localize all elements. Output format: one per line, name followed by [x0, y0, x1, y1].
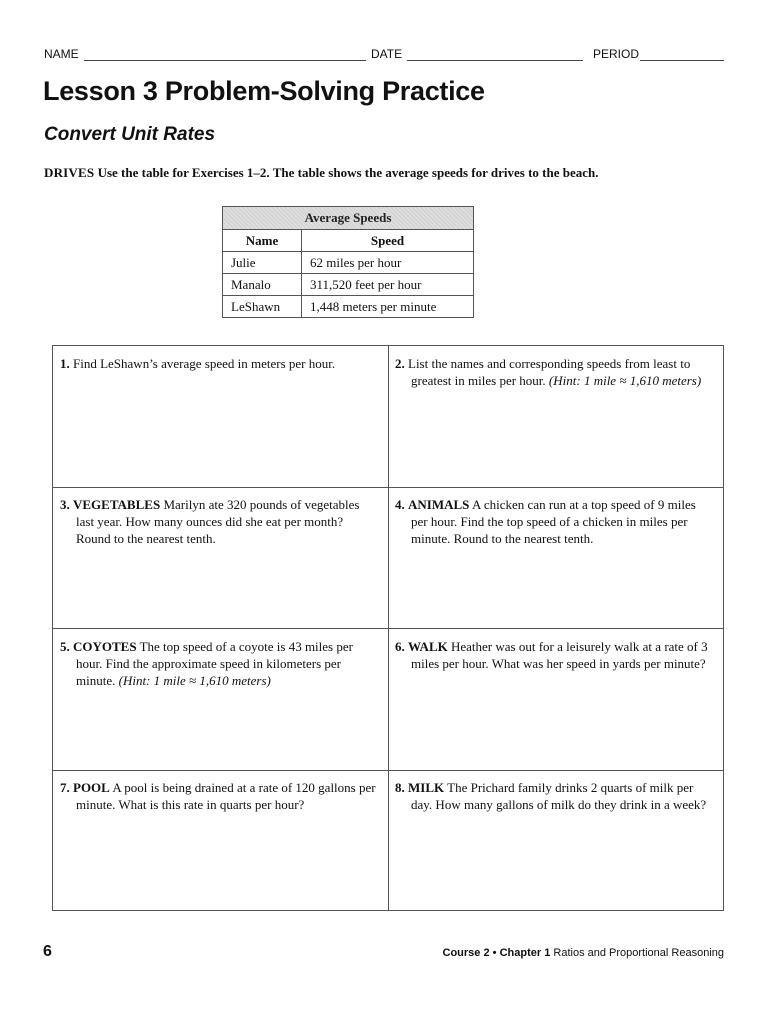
exercise-3[interactable] [60, 496, 378, 547]
exercise-number: 4. [395, 497, 405, 512]
chapter-title: Ratios and Proportional Reasoning [553, 947, 724, 959]
exercise-number: 5. [60, 639, 70, 654]
page-subtitle: Convert Unit Rates [44, 124, 216, 145]
exercise-2[interactable] [395, 355, 713, 389]
exercise-text: A chicken can run at a top speed of 9 miles per hour. Find the top speed of a chicken in miles per minute. Round to the nearest tenth. [411, 497, 696, 546]
table-cell: 1,448 meters per minute [302, 296, 474, 318]
page-title: Lesson 3 Problem-Solving Practice [43, 76, 485, 106]
exercise-grid [52, 345, 724, 911]
table-caption: Average Speeds [223, 207, 474, 230]
table-row [223, 274, 474, 296]
table-cell: Julie [223, 252, 302, 274]
exercise-1[interactable] [60, 355, 378, 372]
exercise-keyword: MILK [408, 780, 445, 795]
instructions-keyword: DRIVES [44, 165, 95, 180]
instructions [44, 165, 734, 181]
chapter-name: Chapter 1 [499, 947, 551, 959]
date-blank[interactable] [407, 60, 583, 61]
table-cell: 62 miles per hour [302, 252, 474, 274]
table-cell: LeShawn [223, 296, 302, 318]
exercise-text: Marilyn ate 320 pounds of vegetables last year. How many ounces did she eat per month? Round to the nearest tenth. [76, 497, 360, 546]
exercise-text: List the names and corresponding speeds from least to greatest in miles per hour. [408, 356, 691, 388]
student-info-header [44, 47, 724, 63]
exercise-hint: (Hint: 1 mile ≈ 1,610 meters) [548, 373, 702, 388]
course-footer [443, 947, 724, 959]
name-blank[interactable] [84, 60, 366, 61]
table-header-name: Name [223, 230, 302, 252]
exercise-6[interactable] [395, 638, 713, 672]
exercise-number: 8. [395, 780, 405, 795]
grid-divider [53, 487, 723, 488]
page-number: 6 [43, 943, 52, 960]
name-label: NAME [44, 47, 79, 61]
average-speeds-table [222, 206, 474, 318]
exercise-keyword: VEGETABLES [73, 497, 161, 512]
exercise-text: Find LeShawn’s average speed in meters per hour. [73, 356, 336, 371]
table-header-speed: Speed [302, 230, 474, 252]
period-label: PERIOD [593, 47, 640, 61]
exercise-8[interactable] [395, 779, 713, 813]
exercise-keyword: POOL [73, 780, 110, 795]
footer-bullet: • [492, 947, 497, 959]
instructions-text: Use the table for Exercises 1–2. The table shows the average speeds for drives to the beach. [97, 165, 599, 180]
course-name: Course 2 [442, 947, 490, 959]
grid-divider [53, 770, 723, 771]
exercise-keyword: COYOTES [73, 639, 137, 654]
exercise-hint: (Hint: 1 mile ≈ 1,610 meters) [118, 673, 271, 688]
exercise-number: 6. [395, 639, 405, 654]
period-blank[interactable] [640, 60, 724, 61]
exercise-number: 2. [395, 356, 405, 371]
exercise-text: The Prichard family drinks 2 quarts of milk per day. How many gallons of milk do they drink in a week? [411, 780, 707, 812]
exercise-text: The top speed of a coyote is 43 miles per hour. Find the approximate speed in kilometers per minute. [76, 639, 353, 688]
exercise-number: 3. [60, 497, 70, 512]
exercise-text: A pool is being drained at a rate of 120 gallons per minute. What is this rate in quarts per hour? [76, 780, 376, 812]
table-row [223, 296, 474, 318]
exercise-number: 1. [60, 356, 70, 371]
exercise-7[interactable] [60, 779, 378, 813]
table-row [223, 252, 474, 274]
exercise-text: Heather was out for a leisurely walk at a rate of 3 miles per hour. What was her speed in yards per minute? [411, 639, 708, 671]
date-label: DATE [371, 47, 403, 61]
grid-divider [53, 628, 723, 629]
exercise-keyword: ANIMALS [408, 497, 470, 512]
exercise-5[interactable] [60, 638, 378, 689]
exercise-number: 7. [60, 780, 70, 795]
exercise-4[interactable] [395, 496, 713, 547]
exercise-keyword: WALK [408, 639, 448, 654]
table-cell: 311,520 feet per hour [302, 274, 474, 296]
table-cell: Manalo [223, 274, 302, 296]
